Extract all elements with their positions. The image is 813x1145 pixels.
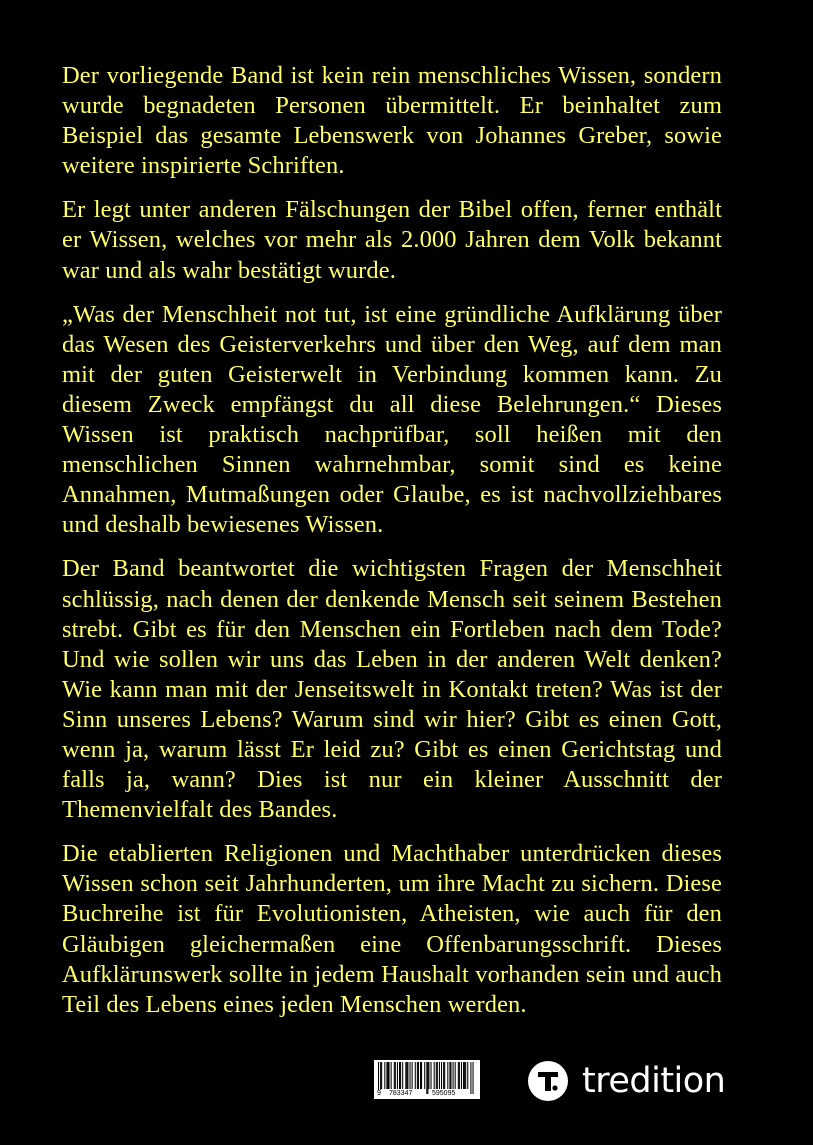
barcode-bar <box>410 1062 411 1089</box>
barcode-bar <box>431 1062 432 1089</box>
barcode-bar <box>421 1062 422 1089</box>
barcode-bar <box>437 1062 438 1089</box>
blurb-text <box>62 61 722 1034</box>
barcode-bar <box>415 1062 416 1089</box>
barcode-bar <box>434 1062 435 1089</box>
barcode-bar <box>473 1062 474 1094</box>
barcode-bar <box>459 1062 460 1089</box>
barcode-bar <box>444 1062 445 1089</box>
barcode-bar <box>420 1062 421 1089</box>
barcode-bar <box>458 1062 459 1089</box>
barcode-bar <box>465 1062 466 1089</box>
paragraph-4: Der Band beantwortet die wichtigsten Fragen der Menschheit schlüssig, nach denen der denkende Mensch seit seinem Bestehen strebt. Gibt es für den Menschen ein Fortleben nach dem Tode? Und wie sollen wir uns das Leben in der anderen Welt denken? Wie kann man mit der Jenseitswelt in Kontakt treten? Was ist der Sinn unseres Lebens? Warum sind wir hier? Gibt es einen Gott, wenn ja, warum lässt Er leid zu? Gibt es einen Gerichtstag und falls ja, wann? Dies ist nur ein kleiner Ausschnitt der Themenvielfalt des Bandes. <box>62 555 722 824</box>
barcode-digits-right: 595095 <box>432 1090 456 1097</box>
tredition-t-logo-icon <box>528 1061 568 1101</box>
barcode-bar <box>391 1062 392 1089</box>
barcode-bar <box>463 1062 464 1089</box>
paragraph-5: Die etablierten Religionen und Machthaber unterdrücken dieses Wissen schon seit Jahrhunderten, um ihre Macht zu sichern. Diese Buchreihe ist für Evolutionisten, Atheisten, wie auch für den Gläubigen gleichermaßen eine Offenbarungsschrift. Dieses Aufklärunswerk sollte in jedem Haushalt vorhanden sein und auch Teil des Lebens eines jeden Menschen werden. <box>62 840 722 1018</box>
barcode-bar <box>427 1062 428 1094</box>
barcode-bar <box>406 1062 407 1089</box>
barcode-bar <box>428 1062 429 1089</box>
barcode-bar <box>441 1062 442 1089</box>
barcode-bar <box>400 1062 401 1089</box>
barcode-bar <box>405 1062 406 1089</box>
barcode-bar <box>381 1062 382 1089</box>
barcode-bar <box>436 1062 437 1089</box>
barcode-digit-first: 9 <box>377 1090 381 1097</box>
barcode-bar <box>461 1062 462 1089</box>
barcode-bar <box>412 1062 413 1089</box>
publisher-logo <box>528 1060 725 1102</box>
barcode-bar <box>453 1062 454 1089</box>
barcode-bar <box>397 1062 398 1089</box>
barcode-bar <box>417 1062 418 1089</box>
barcode-bar <box>455 1062 456 1089</box>
barcode-bar <box>402 1062 403 1089</box>
barcode-bar <box>424 1062 425 1089</box>
barcode-bar <box>439 1062 440 1089</box>
barcode-bar <box>399 1062 400 1089</box>
barcode-bar <box>387 1062 388 1089</box>
barcode-bar <box>470 1062 471 1094</box>
isbn-barcode <box>374 1060 480 1099</box>
paragraph-2: Er legt unter anderen Fälschungen der Bibel offen, ferner enthält er Wissen, welches vor mehr als 2.000 Jahren dem Volk bekannt war und als wahr bestätigt wurde. <box>62 196 722 284</box>
barcode-digits-left: 783347 <box>389 1090 413 1097</box>
barcode-bar <box>467 1062 468 1089</box>
paragraph-3: „Was der Menschheit not tut, ist eine gründliche Aufklärung über das Wesen des Geisterverkehrs und über den Weg, auf dem man mit der guten Geisterwelt in Verbindung kommen kann. Zu diesem Zweck empfängst du all diese Belehrungen.“ Dieses Wissen ist praktisch nachprüfbar, soll heißen mit den menschlichen Sinnen wahrnehmbar, somit sind es keine Annahmen, Mutmaßungen oder Glaube, es ist nachvollziehbares und deshalb bewiesenes Wissen. <box>62 300 722 539</box>
publisher-name: tredition <box>582 1061 726 1101</box>
barcode-bar <box>407 1062 408 1089</box>
barcode-bar <box>418 1062 419 1089</box>
barcode-bar <box>384 1062 385 1089</box>
barcode-bar <box>450 1062 451 1089</box>
paragraph-1: Der vorliegende Band ist kein rein menschliches Wissen, sondern wurde begnadeten Personen übermittelt. Er beinhaltet zum Beispiel das gesamte Lebenswerk von Johannes Greber, sowie weitere inspirierte Schriften. <box>62 62 722 180</box>
barcode-bar <box>389 1062 390 1089</box>
barcode-bar <box>394 1062 395 1089</box>
barcode-bar <box>395 1062 396 1089</box>
barcode-bar <box>386 1062 387 1089</box>
barcode-bar <box>426 1062 427 1094</box>
barcode-bar <box>449 1062 450 1089</box>
barcode-bar <box>447 1062 448 1089</box>
barcode-bar <box>464 1062 465 1089</box>
barcode-bar <box>443 1062 444 1089</box>
